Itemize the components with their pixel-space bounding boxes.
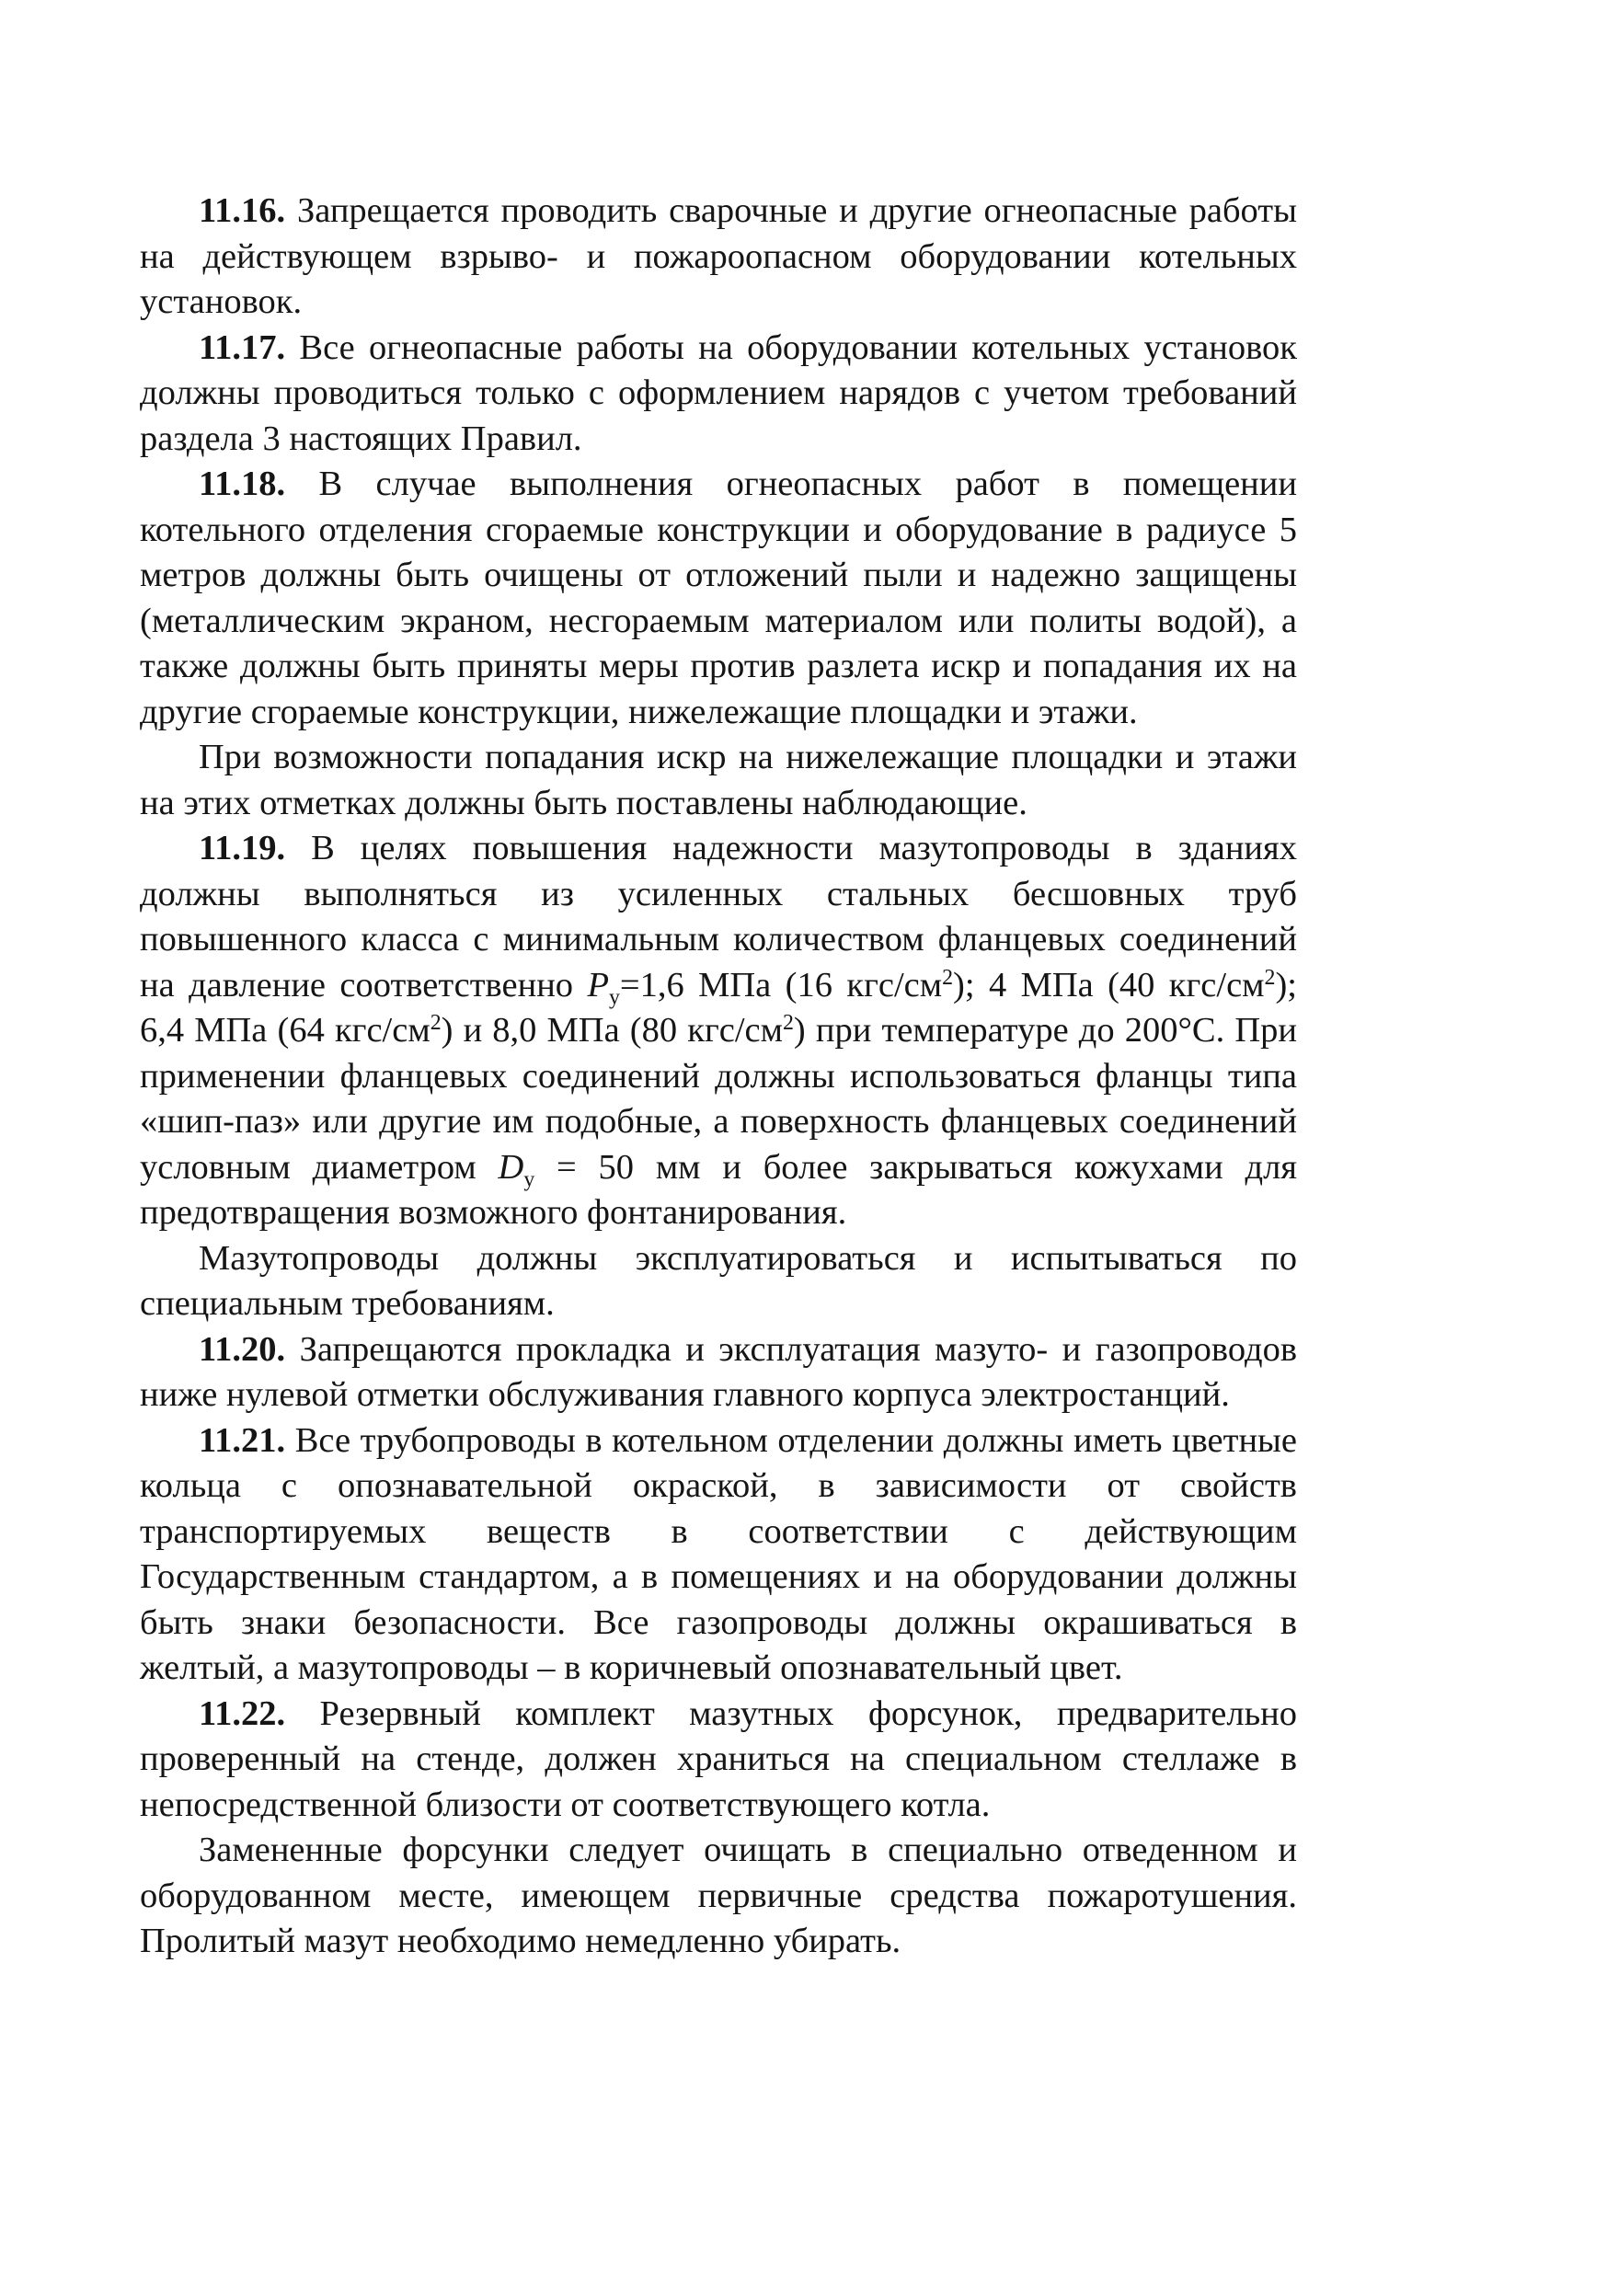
clause-number: 11.16. <box>199 191 286 230</box>
superscript: 2 <box>430 1010 442 1035</box>
paragraph-11-21 <box>140 1418 1297 1692</box>
paragraph-11-17 <box>140 326 1297 463</box>
paragraph-text: Резервный комплект мазутных форсунок, предварительно проверенный на стенде, должен храниться на специальном стеллаже в непосредственной близости от соответствующего котла. <box>140 1693 1297 1824</box>
paragraph-11-22 <box>140 1692 1297 1829</box>
pressure-subscript: у <box>608 984 620 1009</box>
paragraph-11-20 <box>140 1327 1297 1418</box>
paragraph-text-part: ) и 8,0 МПа (80 кгс/см <box>441 1011 783 1050</box>
clause-number: 11.17. <box>199 327 286 367</box>
paragraph-text-part: ) при температуре до 200°С. При применении фланцевых соединений должны использоваться фланцы типа «шип-паз» или другие им подобные, а поверхность фланцевых соединений условным диаметром <box>140 1011 1297 1187</box>
superscript: 2 <box>1264 965 1276 990</box>
paragraph-11-22-continuation <box>140 1828 1297 1965</box>
clause-number: 11.22. <box>199 1693 286 1733</box>
paragraph-text-part: В целях повышения надежности мазутопроводы в зданиях должны выполняться из усиленных стальных бесшовных труб повышенного класса с минимальным количеством фланцевых соединений на давление соответственно <box>140 829 1297 1004</box>
superscript: 2 <box>942 965 954 990</box>
paragraph-text: Мазутопроводы должны эксплуатироваться и испытываться по специальным требованиям. <box>140 1238 1297 1323</box>
diameter-subscript: у <box>523 1166 535 1191</box>
paragraph-text: Запрещаются прокладка и эксплуатация мазуто- и газопроводов ниже нулевой отметки обслуживания главного корпуса электростанций. <box>140 1329 1297 1414</box>
diameter-symbol: D <box>498 1147 524 1187</box>
clause-number: 11.19. <box>199 829 286 867</box>
document-page <box>140 189 1297 1965</box>
clause-number: 11.20. <box>199 1329 286 1369</box>
superscript: 2 <box>782 1010 794 1035</box>
paragraph-text-part: = 50 мм и более закрываться кожухами для предотвращения возможного фонтанирования. <box>140 1147 1297 1232</box>
clause-number: 11.18. <box>199 465 286 503</box>
paragraph-11-16 <box>140 189 1297 326</box>
paragraph-text: В случае выполнения огнеопасных работ в помещении котельного отделения сгораемые конструкции и оборудование в радиусе 5 метров должны быть очищены от отложений пыли и надежно защищены (металлическим экраном, несгораемым материалом или политы водой), а также должны быть приняты меры против разлета искр и попадания их на другие сгораемые конструкции, нижележащие площадки и этажи. <box>140 465 1297 731</box>
paragraph-text: Замененные форсунки следует очищать в специально отведенном и оборудованном месте, имеющем первичные средства пожаротушения. Пролитый мазут необходимо немедленно убирать. <box>140 1831 1297 1960</box>
paragraph-text-part: ); 4 МПа (40 кгс/см <box>953 965 1265 1004</box>
paragraph-11-19 <box>140 826 1297 1236</box>
paragraph-11-18-continuation <box>140 735 1297 826</box>
paragraph-11-18 <box>140 462 1297 735</box>
paragraph-text-part: ); 6,4 МПа (64 кгс/см <box>140 965 1298 1050</box>
paragraph-text: Все огнеопасные работы на оборудовании котельных установок должны проводиться только с оформлением нарядов с учетом требований раздела 3 настоящих Правил. <box>140 327 1297 458</box>
paragraph-text: При возможности попадания искр на нижележащие площадки и этажи на этих отметках должны быть поставлены наблюдающие. <box>140 738 1297 822</box>
paragraph-text: Все трубопроводы в котельном отделении должны иметь цветные кольца с опознавательной окраской, в зависимости от свойств транспортируемых веществ в соответствии с действующим Государственным стандартом, а в помещениях и на оборудовании должны быть знаки безопасности. Все газопроводы должны окрашиваться в желтый, а мазутопроводы – в коричневый опознавательный цвет. <box>140 1420 1297 1687</box>
pressure-symbol: P <box>587 965 609 1004</box>
paragraph-text-part: =1,6 МПа (16 кгс/см <box>619 965 943 1004</box>
paragraph-11-19-continuation <box>140 1236 1297 1327</box>
clause-number: 11.21. <box>199 1420 286 1460</box>
paragraph-text: Запрещается проводить сварочные и другие огнеопасные работы на действующем взрыво- и пожароопасном оборудовании котельных установок. <box>140 191 1297 321</box>
